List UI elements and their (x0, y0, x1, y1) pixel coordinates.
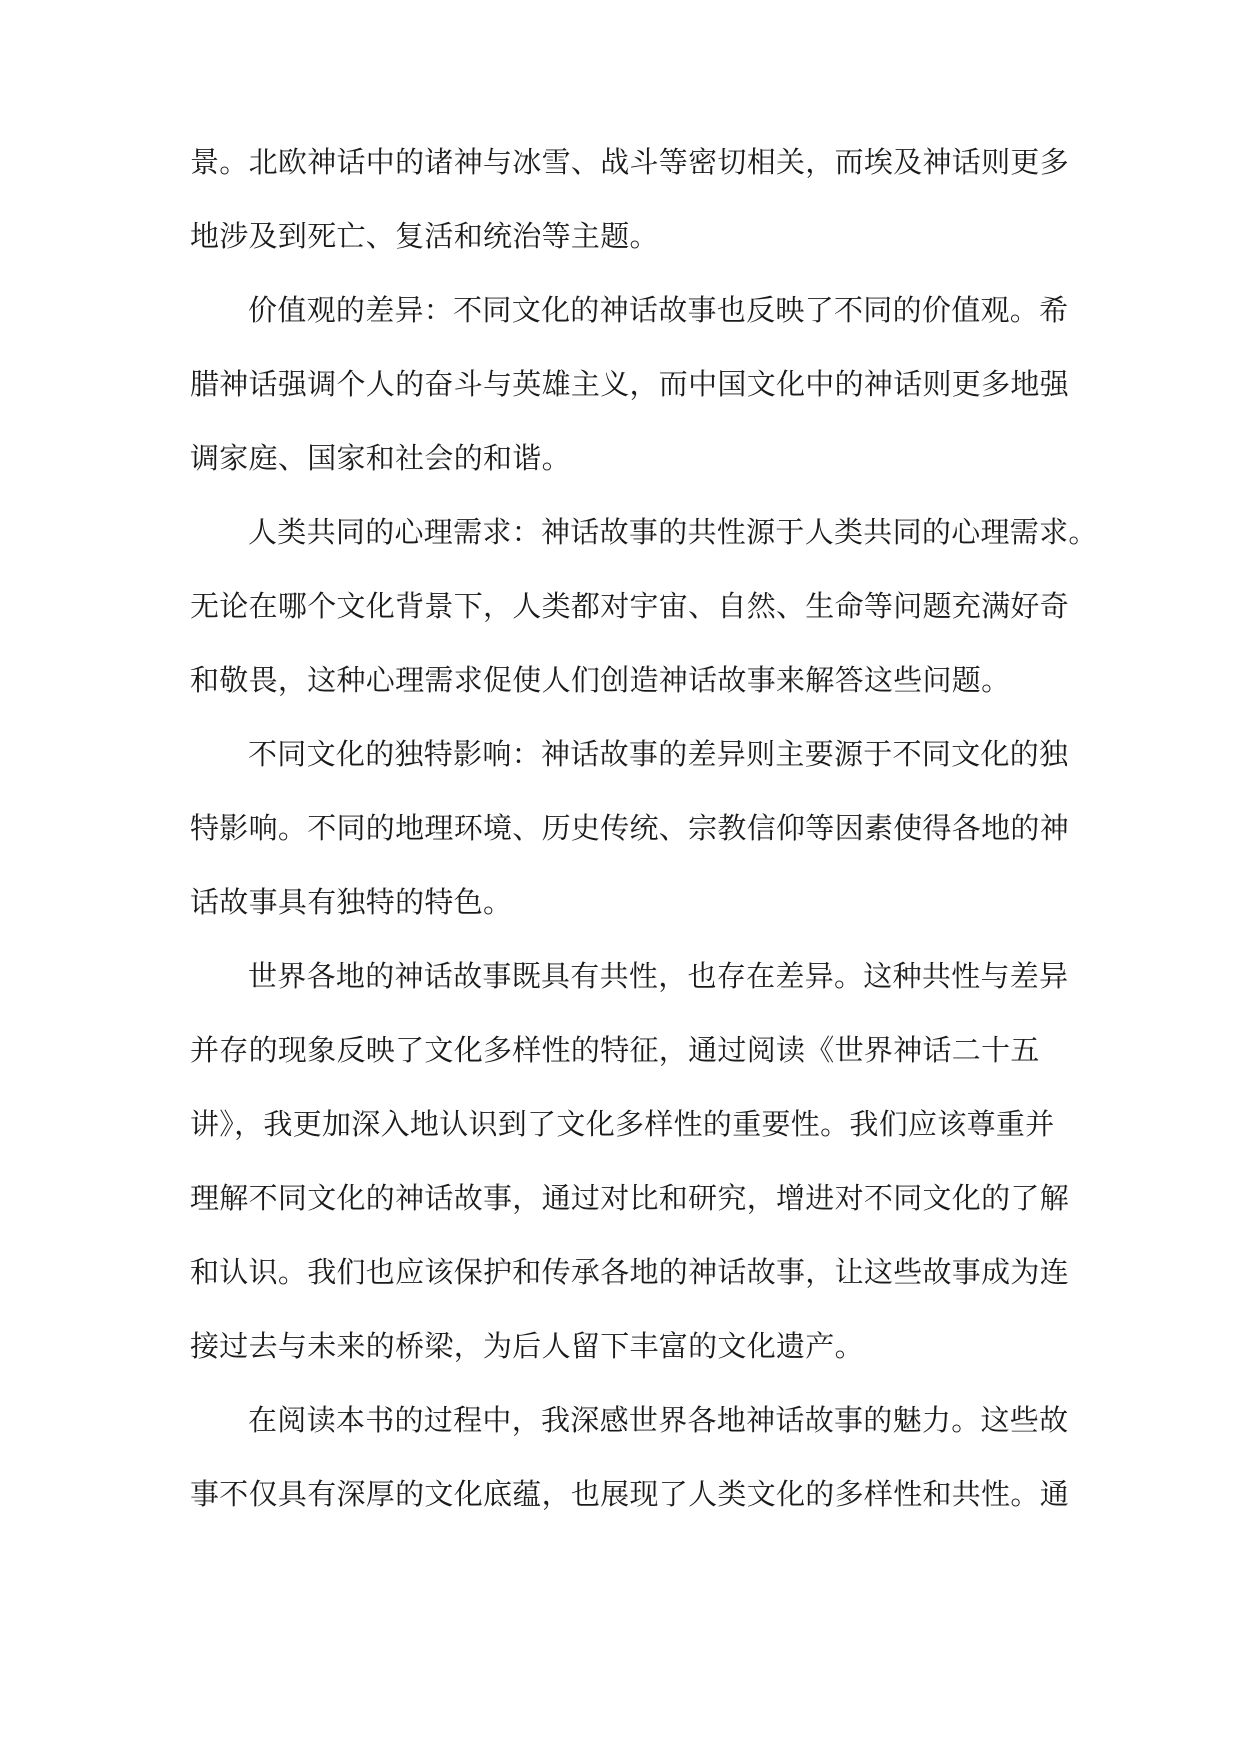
text-line: 并存的现象反映了文化多样性的特征，通过阅读《世界神话二十五 (190, 1033, 1040, 1067)
text-line: 调家庭、国家和社会的和谐。 (190, 441, 571, 475)
text-line: 景。北欧神话中的诸神与冰雪、战斗等密切相关，而埃及神话则更多 (190, 145, 1070, 179)
text-line: 讲》，我更加深入地认识到了文化多样性的重要性。我们应该尊重并 (190, 1107, 1055, 1141)
text-line: 理解不同文化的神话故事，通过对比和研究，增进对不同文化的了解 (190, 1181, 1070, 1215)
text-line: 接过去与未来的桥梁，为后人留下丰富的文化遗产。 (190, 1329, 864, 1363)
text-line: 话故事具有独特的特色。 (190, 885, 513, 919)
text-line: 腊神话强调个人的奋斗与英雄主义，而中国文化中的神话则更多地强 (190, 367, 1070, 401)
text-line: 事不仅具有深厚的文化底蕴，也展现了人类文化的多样性和共性。通 (190, 1477, 1070, 1511)
text-line: 和敬畏，这种心理需求促使人们创造神话故事来解答这些问题。 (190, 663, 1011, 697)
text-line: 在阅读本书的过程中，我深感世界各地神话故事的魅力。这些故 (248, 1403, 1069, 1437)
document-body (190, 142, 1098, 1548)
text-line: 价值观的差异：不同文化的神话故事也反映了不同的价值观。希 (248, 293, 1069, 327)
text-line: 地涉及到死亡、复活和统治等主题。 (190, 219, 659, 253)
paragraph (190, 1400, 1070, 1548)
text-line: 特影响。不同的地理环境、历史传统、宗教信仰等因素使得各地的神 (190, 811, 1070, 845)
text-line: 不同文化的独特影响：神话故事的差异则主要源于不同文化的独 (248, 737, 1069, 771)
paragraph (190, 734, 1070, 956)
paragraph (190, 142, 1070, 290)
text-line: 世界各地的神话故事既具有共性，也存在差异。这种共性与差异 (248, 959, 1069, 993)
paragraph (190, 290, 1070, 512)
text-line: 人类共同的心理需求：神话故事的共性源于人类共同的心理需求。 (248, 515, 1098, 549)
paragraph (190, 512, 1098, 734)
text-line: 和认识。我们也应该保护和传承各地的神话故事，让这些故事成为连 (190, 1255, 1070, 1289)
paragraph (190, 956, 1070, 1400)
text-line: 无论在哪个文化背景下，人类都对宇宙、自然、生命等问题充满好奇 (190, 589, 1070, 623)
